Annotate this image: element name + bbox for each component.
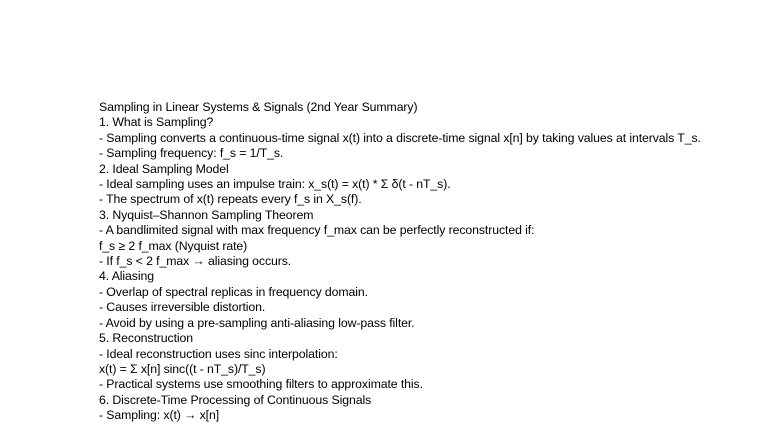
text-line: x(t) = Σ x[n] sinc((t - nT_s)/T_s) bbox=[99, 361, 266, 376]
text-line: - Practical systems use smoothing filters to approximate this. bbox=[99, 377, 423, 392]
document-body bbox=[99, 100, 769, 424]
text-line: - Sampling frequency: f_s = 1/T_s. bbox=[99, 146, 284, 161]
text-line: - A bandlimited signal with max frequency f_max can be perfectly reconstructed if: bbox=[99, 223, 535, 238]
text-line: - Ideal sampling uses an impulse train: x_s(t) = x(t) * Σ δ(t - nT_s). bbox=[99, 177, 451, 192]
section-heading-5: 5. Reconstruction bbox=[99, 331, 193, 346]
text-line: - The spectrum of x(t) repeats every f_s in X_s(f). bbox=[99, 192, 362, 207]
text-line: - If f_s < 2 f_max → aliasing occurs. bbox=[99, 254, 292, 269]
text-line: - Sampling converts a continuous-time signal x(t) into a discrete-time signal x[n] by taking values at intervals T_s. bbox=[99, 130, 701, 145]
section-heading-3: 3. Nyquist–Shannon Sampling Theorem bbox=[99, 207, 314, 222]
text-line: - Ideal reconstruction uses sinc interpolation: bbox=[99, 346, 338, 361]
section-heading-4: 4. Aliasing bbox=[99, 269, 154, 284]
text-line: f_s ≥ 2 f_max (Nyquist rate) bbox=[99, 238, 248, 253]
section-heading-1: 1. What is Sampling? bbox=[99, 115, 214, 130]
section-heading-2: 2. Ideal Sampling Model bbox=[99, 161, 229, 176]
text-line: - Overlap of spectral replicas in frequency domain. bbox=[99, 284, 368, 299]
document-title: Sampling in Linear Systems & Signals (2nd Year Summary) bbox=[99, 100, 418, 114]
text-line: - Sampling: x(t) → x[n] bbox=[99, 408, 220, 423]
text-line: - Avoid by using a pre-sampling anti-aliasing low-pass filter. bbox=[99, 315, 415, 330]
section-heading-6: 6. Discrete-Time Processing of Continuous Signals bbox=[99, 392, 372, 407]
text-line: - Causes irreversible distortion. bbox=[99, 300, 266, 315]
